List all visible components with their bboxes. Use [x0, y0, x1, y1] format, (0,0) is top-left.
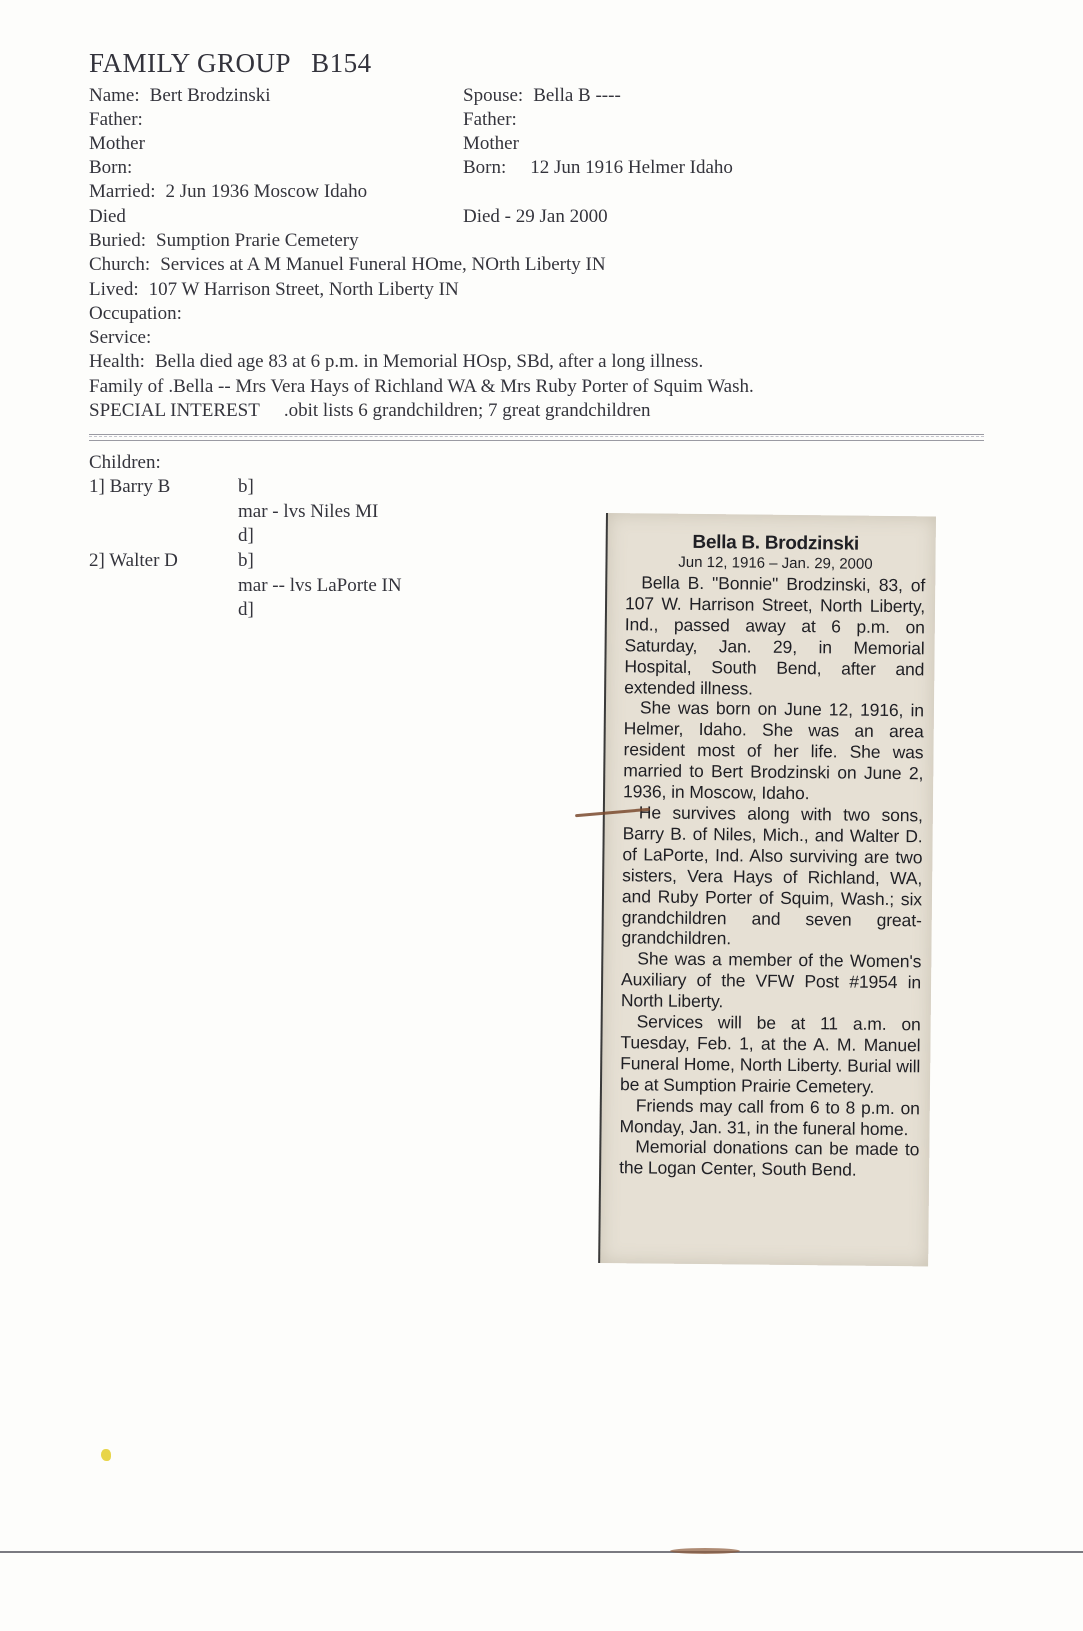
children-heading-text: Children: [89, 452, 161, 473]
spouse-value: Bella B ---- [533, 85, 621, 106]
church-value: Services at A M Manuel Funeral HOme, NOrth Liberty IN [160, 254, 606, 275]
mother-label: Mother [89, 133, 145, 154]
special-interest-value: .obit lists 6 grandchildren; 7 great grandchildren [283, 400, 651, 421]
child-2-born: b] [238, 550, 254, 571]
mother-field [89, 132, 145, 156]
title-text: FAMILY GROUP [89, 48, 292, 78]
father-label: Father: [89, 109, 143, 130]
child-2-died: d] [238, 599, 254, 620]
died-field [89, 205, 126, 229]
married-field [89, 180, 367, 204]
spouse-born-field [463, 156, 733, 180]
family-label: Family of [89, 376, 164, 397]
spouse-mother-field [463, 132, 519, 156]
children-heading [89, 451, 161, 475]
married-value: 2 Jun 1936 Moscow Idaho [165, 181, 368, 202]
smudge-mark [670, 1548, 740, 1554]
spouse-born-value: 12 Jun 1916 Helmer Idaho [530, 157, 733, 178]
father-field [89, 108, 143, 132]
service-label: Service: [89, 327, 152, 348]
health-value: Bella died age 83 at 6 p.m. in Memorial HOsp, SBd, after a long illness. [154, 351, 704, 372]
obituary-paragraph: She was a member of the Women's Auxiliary of the VFW Post #1954 in North Liberty. [620, 948, 922, 1012]
child-1-number: 1] [89, 476, 105, 497]
name-field [89, 84, 271, 108]
name-value: Bert Brodzinski [149, 85, 271, 106]
church-label: Church: [89, 254, 151, 275]
section-divider [89, 434, 984, 441]
spouse-died-field [463, 205, 608, 229]
spouse-father-label: Father: [463, 109, 517, 130]
child-1-born: b] [238, 476, 254, 497]
obituary-clipping [598, 513, 936, 1266]
child-1-died: d] [238, 525, 254, 546]
child-2-married: mar -- lvs LaPorte IN [238, 575, 402, 596]
spouse-field [463, 84, 621, 108]
obituary-paragraph: Memorial donations can be made to the Logan Center, South Bend. [619, 1136, 920, 1181]
health-field [89, 350, 703, 374]
scan-edge-line [0, 1551, 1083, 1553]
child-2-name-text: Walter D [109, 550, 178, 571]
obituary-paragraph: Bella B. "Bonnie" Brodzinski, 83, of 107 W. Harrison Street, North Liberty, Ind., passed away at 6 p.m. on Saturday, Jan. 29, in Memorial Hospital, South Bend, after and extended illness. [624, 572, 926, 699]
spouse-born-label: Born: [463, 157, 507, 178]
buried-label: Buried: [89, 230, 146, 251]
occupation-label: Occupation: [89, 303, 182, 324]
obituary-paragraph: Friends may call from 6 to 8 p.m. on Monday, Jan. 31, in the funeral home. [619, 1095, 920, 1139]
buried-field [89, 229, 359, 253]
obituary-paragraph: Services will be at 11 a.m. on Tuesday, Feb. 1, at the A. M. Manuel Funeral Home, North Liberty. Burial will be at Sumption Prairie Cemetery. [619, 1011, 921, 1097]
child-1-married: mar - lvs Niles MI [238, 501, 379, 522]
yellow-spot-mark [101, 1449, 111, 1461]
page-title [89, 48, 372, 79]
child-1-name-text: Barry B [109, 476, 171, 497]
special-interest-label: SPECIAL INTEREST [89, 400, 260, 421]
service-field [89, 326, 151, 350]
family-value: .Bella -- Mrs Vera Hays of Richland WA & Mrs Ruby Porter of Squim Wash. [168, 376, 754, 397]
child-1-name [89, 475, 170, 499]
group-code: B154 [311, 48, 372, 78]
name-label: Name: [89, 85, 140, 106]
obituary-paragraph: He survives along with two sons, Barry B. of Niles, Mich., and Walter D. of LaPorte, Ind. Also surviving are two sisters, Vera Hays of Richland, WA, and Ruby Porter of Squim, Wash.; six grandchildren and seven great-grandchildren. [621, 802, 923, 949]
lived-field [89, 278, 459, 302]
spouse-mother-label: Mother [463, 133, 519, 154]
spouse-father-field [463, 108, 517, 132]
family-field [89, 375, 754, 399]
died-label: Died [89, 206, 126, 227]
child-2-number: 2] [89, 550, 105, 571]
obituary-dates: Jun 12, 1916 – Jan. 29, 2000 [678, 553, 873, 573]
obituary-name: Bella B. Brodzinski [692, 531, 860, 555]
spouse-label: Spouse: [463, 85, 524, 106]
church-field [89, 253, 606, 277]
born-field [89, 156, 132, 180]
occupation-field [89, 302, 182, 326]
lived-value: 107 W Harrison Street, North Liberty IN [148, 279, 459, 300]
buried-value: Sumption Prarie Cemetery [156, 230, 359, 251]
obituary-paragraph: She was born on June 12, 1916, in Helmer, Idaho. She was an area resident most of her life. She was married to Bert Brodzinski on June 2, 1936, in Moscow, Idaho. [622, 697, 925, 804]
child-2-name [89, 549, 178, 573]
health-label: Health: [89, 351, 145, 372]
married-label: Married: [89, 181, 156, 202]
special-interest-field [89, 399, 651, 423]
lived-label: Lived: [89, 279, 139, 300]
spouse-died-value: Died - 29 Jan 2000 [463, 206, 608, 227]
born-label: Born: [89, 157, 133, 178]
